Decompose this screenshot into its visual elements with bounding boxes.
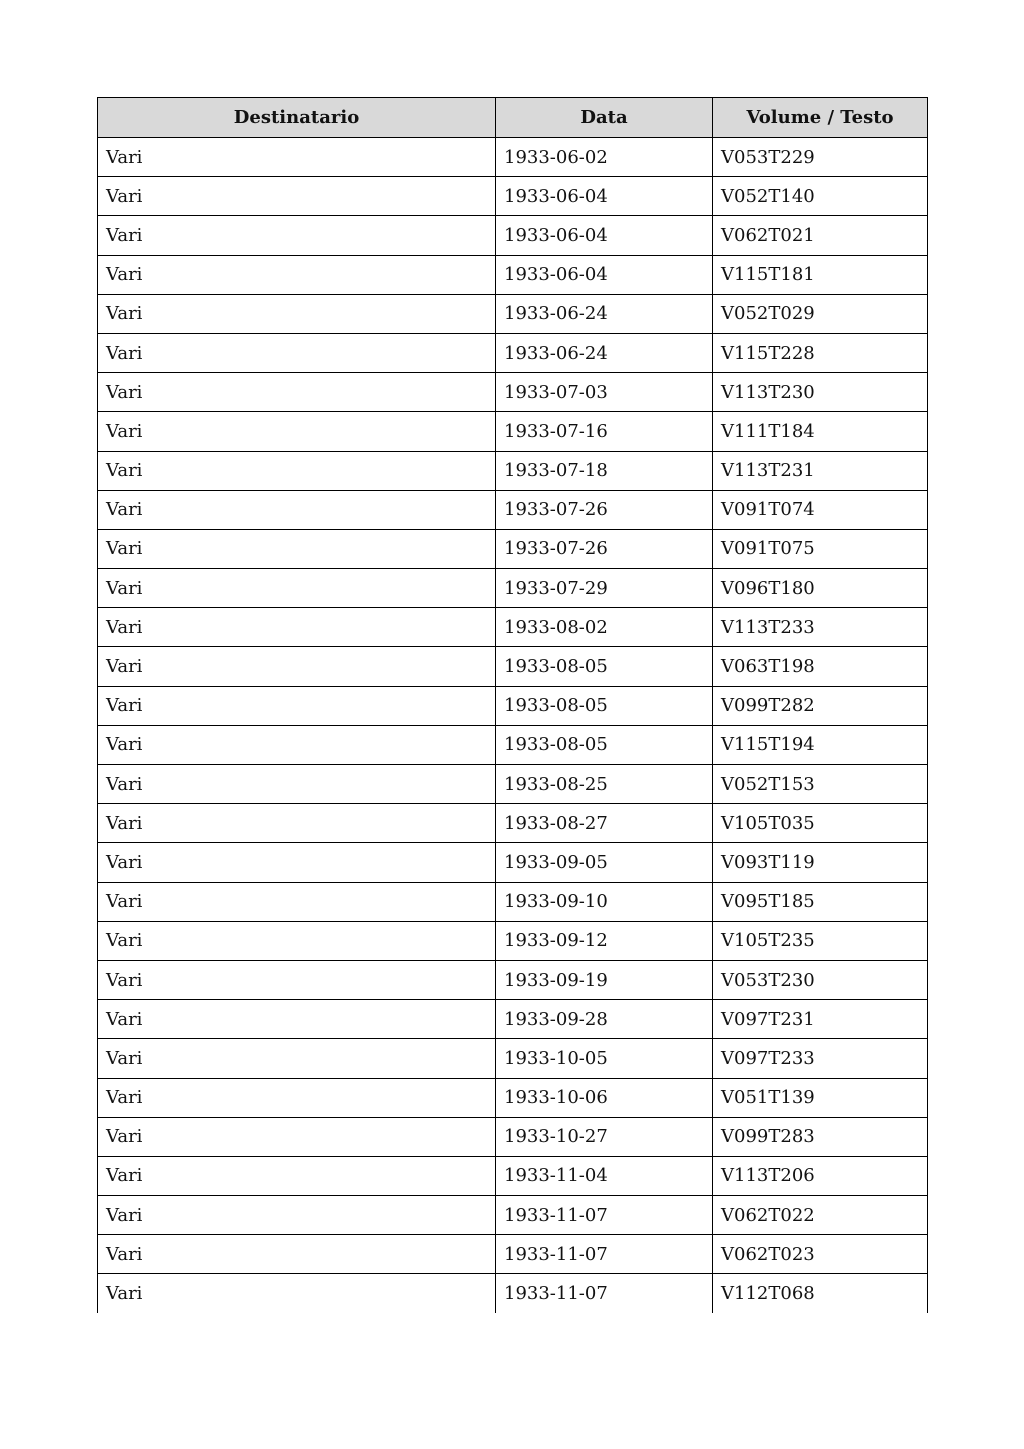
cell-volume-testo: V062T023	[713, 1235, 928, 1274]
cell-volume-testo: V093T119	[713, 843, 928, 882]
cell-destinatario: Vari	[98, 1000, 496, 1039]
table-row	[98, 569, 928, 608]
cell-destinatario: Vari	[98, 412, 496, 451]
table-row	[98, 1196, 928, 1235]
cell-destinatario: Vari	[98, 608, 496, 647]
table-row	[98, 843, 928, 882]
cell-data: 1933-06-24	[496, 333, 713, 372]
cell-data: 1933-09-10	[496, 882, 713, 921]
cell-data: 1933-09-28	[496, 1000, 713, 1039]
cell-destinatario: Vari	[98, 1274, 496, 1313]
cell-data: 1933-07-18	[496, 451, 713, 490]
cell-data: 1933-07-29	[496, 569, 713, 608]
cell-data: 1933-06-04	[496, 255, 713, 294]
cell-volume-testo: V051T139	[713, 1078, 928, 1117]
table-row	[98, 333, 928, 372]
table-row	[98, 1156, 928, 1195]
table-row	[98, 921, 928, 960]
table-row	[98, 529, 928, 568]
cell-destinatario: Vari	[98, 1235, 496, 1274]
cell-data: 1933-06-04	[496, 216, 713, 255]
cell-destinatario: Vari	[98, 490, 496, 529]
cell-data: 1933-07-03	[496, 373, 713, 412]
cell-destinatario: Vari	[98, 725, 496, 764]
cell-destinatario: Vari	[98, 255, 496, 294]
cell-destinatario: Vari	[98, 569, 496, 608]
table-body	[98, 138, 928, 1314]
cell-destinatario: Vari	[98, 1078, 496, 1117]
cell-data: 1933-08-05	[496, 686, 713, 725]
cell-volume-testo: V099T282	[713, 686, 928, 725]
cell-destinatario: Vari	[98, 333, 496, 372]
table-row	[98, 1117, 928, 1156]
cell-data: 1933-10-05	[496, 1039, 713, 1078]
cell-data: 1933-07-26	[496, 529, 713, 568]
cell-destinatario: Vari	[98, 1156, 496, 1195]
cell-volume-testo: V105T035	[713, 804, 928, 843]
table-header-row	[98, 98, 928, 138]
cell-data: 1933-07-16	[496, 412, 713, 451]
table-row	[98, 725, 928, 764]
cell-volume-testo: V099T283	[713, 1117, 928, 1156]
cell-volume-testo: V091T075	[713, 529, 928, 568]
cell-data: 1933-11-04	[496, 1156, 713, 1195]
cell-data: 1933-08-27	[496, 804, 713, 843]
table-row	[98, 608, 928, 647]
cell-volume-testo: V115T228	[713, 333, 928, 372]
cell-volume-testo: V113T230	[713, 373, 928, 412]
cell-destinatario: Vari	[98, 138, 496, 177]
cell-destinatario: Vari	[98, 177, 496, 216]
cell-volume-testo: V115T181	[713, 255, 928, 294]
cell-volume-testo: V105T235	[713, 921, 928, 960]
cell-volume-testo: V052T140	[713, 177, 928, 216]
cell-data: 1933-09-19	[496, 960, 713, 999]
cell-volume-testo: V097T233	[713, 1039, 928, 1078]
cell-volume-testo: V112T068	[713, 1274, 928, 1313]
cell-volume-testo: V053T229	[713, 138, 928, 177]
cell-volume-testo: V113T231	[713, 451, 928, 490]
table-row	[98, 255, 928, 294]
table-row	[98, 138, 928, 177]
cell-destinatario: Vari	[98, 529, 496, 568]
table-row	[98, 1235, 928, 1274]
cell-data: 1933-07-26	[496, 490, 713, 529]
cell-volume-testo: V097T231	[713, 1000, 928, 1039]
table-row	[98, 412, 928, 451]
cell-volume-testo: V091T074	[713, 490, 928, 529]
cell-volume-testo: V052T029	[713, 294, 928, 333]
cell-data: 1933-08-05	[496, 647, 713, 686]
cell-data: 1933-09-05	[496, 843, 713, 882]
cell-data: 1933-06-02	[496, 138, 713, 177]
table-row	[98, 490, 928, 529]
table-row	[98, 216, 928, 255]
cell-volume-testo: V063T198	[713, 647, 928, 686]
cell-data: 1933-10-06	[496, 1078, 713, 1117]
cell-data: 1933-08-25	[496, 765, 713, 804]
cell-volume-testo: V053T230	[713, 960, 928, 999]
table-row	[98, 686, 928, 725]
table-row	[98, 647, 928, 686]
cell-destinatario: Vari	[98, 1117, 496, 1156]
cell-destinatario: Vari	[98, 921, 496, 960]
cell-volume-testo: V113T206	[713, 1156, 928, 1195]
cell-destinatario: Vari	[98, 843, 496, 882]
cell-data: 1933-10-27	[496, 1117, 713, 1156]
cell-destinatario: Vari	[98, 294, 496, 333]
cell-volume-testo: V115T194	[713, 725, 928, 764]
cell-volume-testo: V113T233	[713, 608, 928, 647]
cell-volume-testo: V095T185	[713, 882, 928, 921]
cell-destinatario: Vari	[98, 451, 496, 490]
header-volume-testo: Volume / Testo	[713, 98, 928, 138]
table-row	[98, 177, 928, 216]
cell-volume-testo: V096T180	[713, 569, 928, 608]
table-row	[98, 1078, 928, 1117]
table-row	[98, 451, 928, 490]
table-row	[98, 765, 928, 804]
cell-volume-testo: V111T184	[713, 412, 928, 451]
table-row	[98, 804, 928, 843]
cell-destinatario: Vari	[98, 804, 496, 843]
table-row	[98, 1274, 928, 1313]
cell-destinatario: Vari	[98, 1196, 496, 1235]
table-row	[98, 1000, 928, 1039]
table-row	[98, 960, 928, 999]
cell-volume-testo: V052T153	[713, 765, 928, 804]
cell-destinatario: Vari	[98, 765, 496, 804]
cell-destinatario: Vari	[98, 686, 496, 725]
header-destinatario: Destinatario	[98, 98, 496, 138]
cell-data: 1933-09-12	[496, 921, 713, 960]
cell-data: 1933-08-05	[496, 725, 713, 764]
table-row	[98, 373, 928, 412]
cell-destinatario: Vari	[98, 882, 496, 921]
cell-volume-testo: V062T021	[713, 216, 928, 255]
cell-data: 1933-11-07	[496, 1196, 713, 1235]
cell-data: 1933-06-24	[496, 294, 713, 333]
cell-data: 1933-11-07	[496, 1274, 713, 1313]
cell-data: 1933-08-02	[496, 608, 713, 647]
cell-data: 1933-06-04	[496, 177, 713, 216]
table-row	[98, 882, 928, 921]
header-data: Data	[496, 98, 713, 138]
cell-destinatario: Vari	[98, 647, 496, 686]
letters-table	[97, 97, 928, 1313]
cell-destinatario: Vari	[98, 1039, 496, 1078]
cell-destinatario: Vari	[98, 960, 496, 999]
cell-volume-testo: V062T022	[713, 1196, 928, 1235]
table-row	[98, 294, 928, 333]
table-row	[98, 1039, 928, 1078]
cell-destinatario: Vari	[98, 373, 496, 412]
cell-data: 1933-11-07	[496, 1235, 713, 1274]
cell-destinatario: Vari	[98, 216, 496, 255]
